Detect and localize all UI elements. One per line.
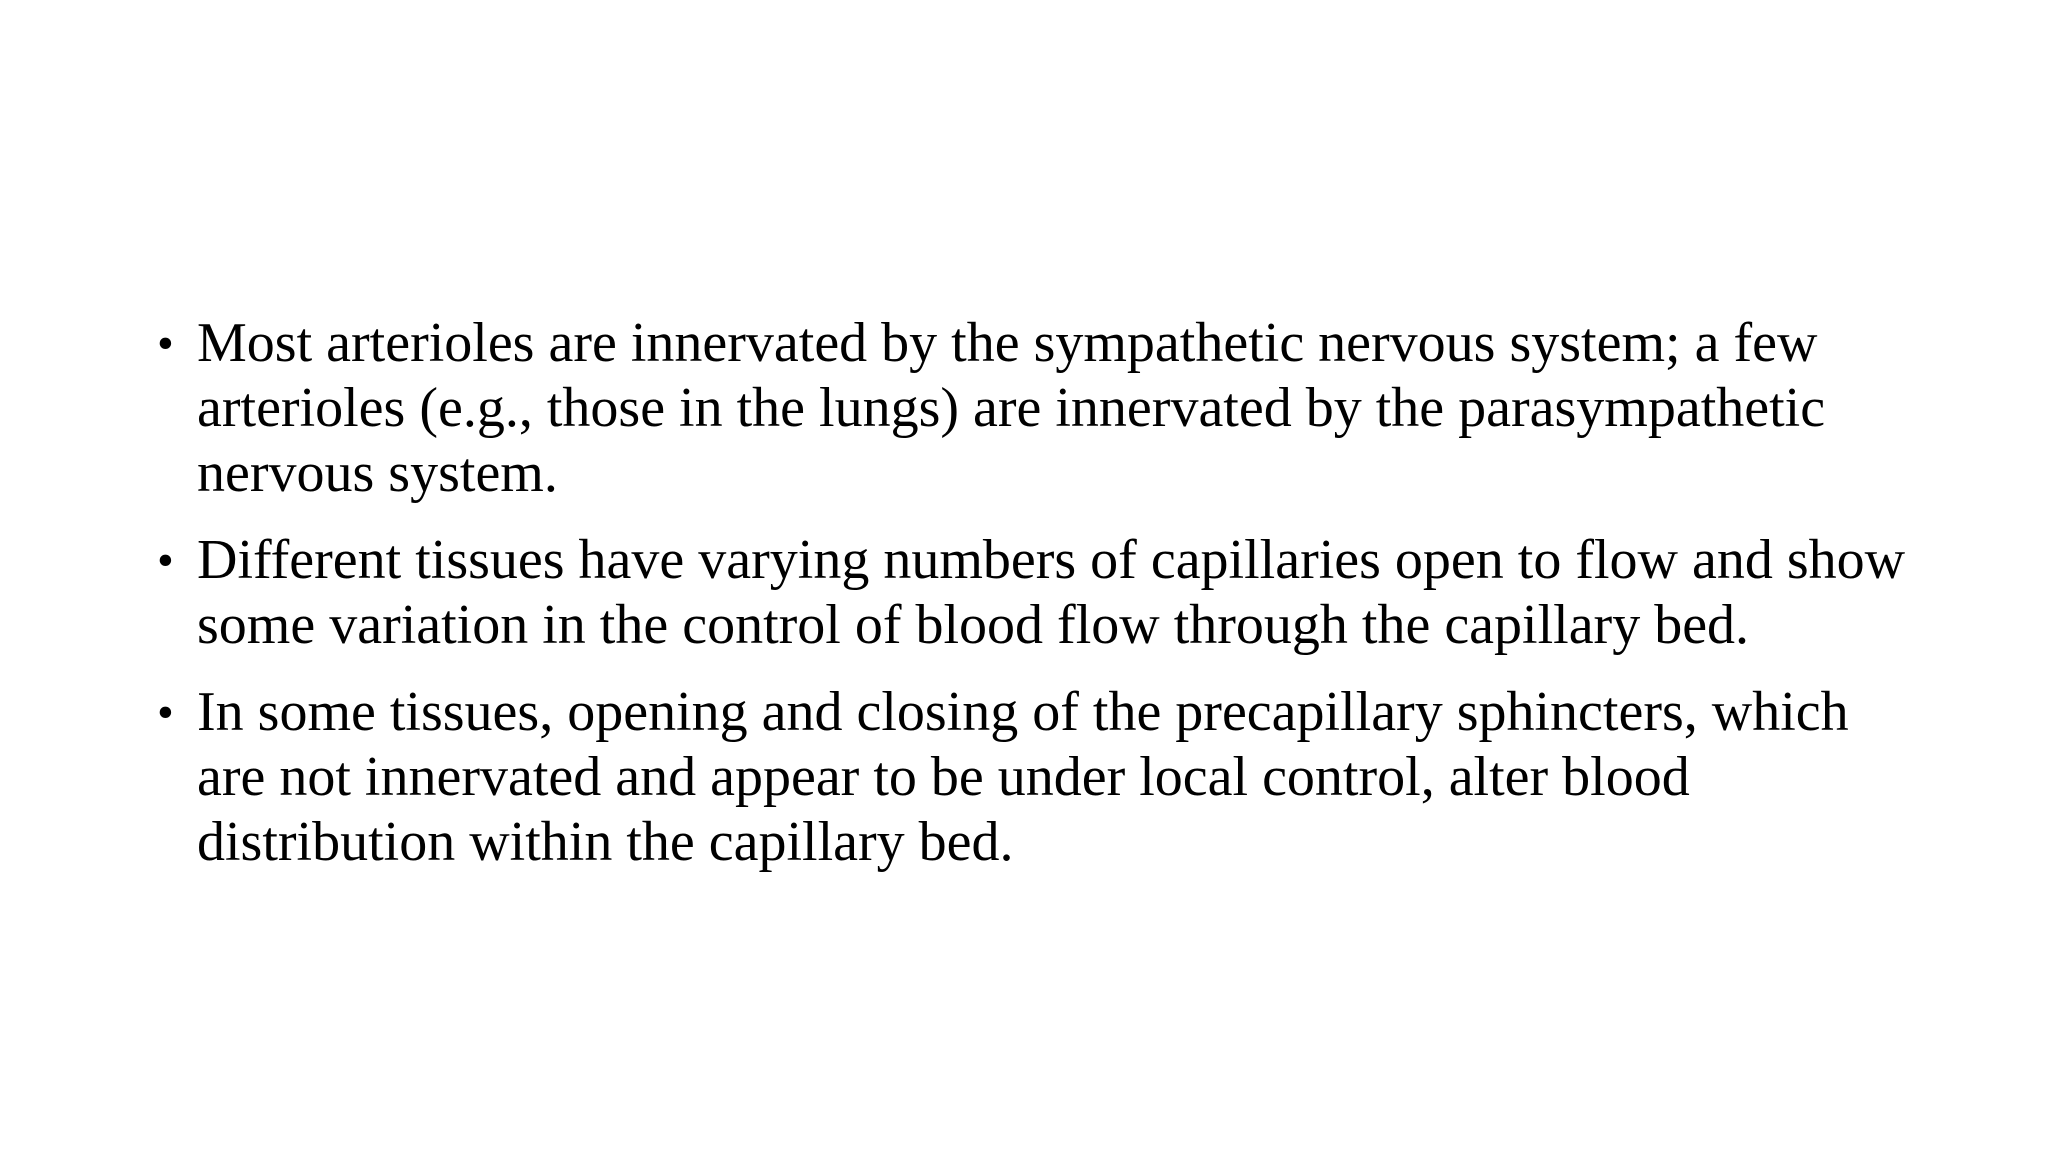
bullet-text: Different tissues have varying numbers of capillaries open to flow and show some variation in the control of blood flow through the capillary bed. xyxy=(197,529,1906,656)
bullet-item xyxy=(150,311,1910,506)
bullet-text: In some tissues, opening and closing of the precapillary sphincters, which are not innervated and appear to be under local control, alter blood distribution within the capillary bed. xyxy=(197,681,1849,873)
bullet-marker: • xyxy=(157,317,174,370)
bullet-marker: • xyxy=(157,686,174,739)
bullet-item xyxy=(150,680,1910,875)
bullet-text: Most arterioles are innervated by the sympathetic nervous system; a few arterioles (e.g., those in the lungs) are innervated by the parasympathetic nervous system. xyxy=(197,312,1826,504)
bullet-item xyxy=(150,528,1910,658)
bullet-marker: • xyxy=(157,534,174,587)
bullet-list xyxy=(150,311,1910,897)
